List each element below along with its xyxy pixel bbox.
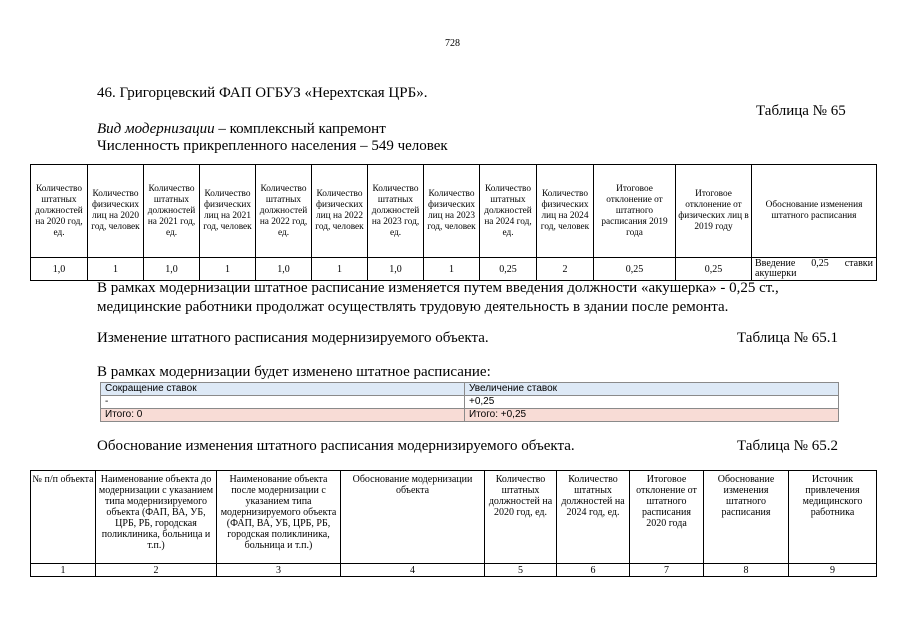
section-2-title: Изменение штатного расписания модернизируемого объекта. bbox=[97, 330, 489, 346]
header-cell: № п/п объекта bbox=[31, 471, 96, 564]
header-cell: Количество физических лиц на 2021 год, человек bbox=[200, 165, 256, 258]
header-cell: Сокращение ставок bbox=[101, 383, 465, 396]
header-cell: Наименование объекта после модернизации с указанием типа модернизируемого объекта (ФАП, ВА, УБ, ЦРБ, РБ, городская поликлиника, больница и т.п.) bbox=[217, 471, 341, 564]
section-2-intro: В рамках модернизации будет изменено штатное расписание: bbox=[97, 364, 491, 380]
population-line: Численность прикрепленного населения – 549 человек bbox=[97, 138, 448, 154]
table-row bbox=[101, 396, 839, 409]
header-cell: Обоснование модернизации объекта bbox=[341, 471, 485, 564]
header-cell: Увеличение ставок bbox=[465, 383, 839, 396]
column-number-row bbox=[31, 564, 877, 577]
header-cell: Наименование объекта до модернизации с указанием типа модернизируемого объекта (ФАП, ВА, УБ, ЦРБ, РБ, городская поликлиника, больница и т.п.) bbox=[96, 471, 217, 564]
table-cell: Введение 0,25 ставки акушерки bbox=[752, 258, 877, 281]
staffing-table-65 bbox=[30, 164, 877, 281]
table-65-2-number: Таблица № 65.2 bbox=[737, 438, 838, 454]
table-cell: 1 bbox=[200, 258, 256, 281]
table-cell: 1,0 bbox=[31, 258, 88, 281]
table-cell: 7 bbox=[630, 564, 704, 577]
table-cell: 1,0 bbox=[256, 258, 312, 281]
table-65-1-number: Таблица № 65.1 bbox=[737, 330, 838, 346]
header-cell: Итоговое отклонение от физических лиц в 2019 году bbox=[676, 165, 752, 258]
modernization-type bbox=[97, 121, 386, 138]
header-cell: Количество штатных должностей на 2023 год, ед. bbox=[368, 165, 424, 258]
header-cell: Количество физических лиц на 2022 год, человек bbox=[312, 165, 368, 258]
table-cell: +0,25 bbox=[465, 396, 839, 409]
table-header-row bbox=[31, 471, 877, 564]
header-cell: Количество штатных должностей на 2020 год, ед. bbox=[485, 471, 557, 564]
header-cell: Итоговое отклонение от штатного расписания 2020 года bbox=[630, 471, 704, 564]
table-cell: 5 bbox=[485, 564, 557, 577]
table-cell: 1,0 bbox=[144, 258, 200, 281]
header-cell: Обоснование изменения штатного расписания bbox=[704, 471, 789, 564]
table-row bbox=[31, 258, 877, 281]
section-3-title: Обоснование изменения штатного расписания модернизируемого объекта. bbox=[97, 438, 575, 454]
header-cell: Количество штатных должностей на 2024 год, ед. bbox=[557, 471, 630, 564]
header-cell: Количество физических лиц на 2024 год, человек bbox=[537, 165, 594, 258]
table-cell: 1 bbox=[31, 564, 96, 577]
table-cell: 1 bbox=[424, 258, 480, 281]
header-cell: Количество штатных должностей на 2022 год, ед. bbox=[256, 165, 312, 258]
table-header-row bbox=[101, 383, 839, 396]
table-cell: 1,0 bbox=[368, 258, 424, 281]
total-cell: Итого: +0,25 bbox=[465, 409, 839, 422]
page-number: 728 bbox=[445, 38, 460, 49]
table-cell: 2 bbox=[96, 564, 217, 577]
table-cell: 8 bbox=[704, 564, 789, 577]
header-cell: Количество штатных должностей на 2020 год, ед. bbox=[31, 165, 88, 258]
table-cell: - bbox=[101, 396, 465, 409]
table-cell: 4 bbox=[341, 564, 485, 577]
table-cell: 0,25 bbox=[594, 258, 676, 281]
rate-change-table bbox=[100, 382, 839, 422]
header-cell: Количество штатных должностей на 2021 год, ед. bbox=[144, 165, 200, 258]
justification-table bbox=[30, 470, 877, 577]
table-cell: 3 bbox=[217, 564, 341, 577]
total-row bbox=[101, 409, 839, 422]
table-cell: 0,25 bbox=[480, 258, 537, 281]
header-cell: Количество физических лиц на 2023 год, человек bbox=[424, 165, 480, 258]
header-cell: Количество физических лиц на 2020 год, человек bbox=[88, 165, 144, 258]
table-cell: 6 bbox=[557, 564, 630, 577]
header-cell: Итоговое отклонение от штатного расписания 2019 года bbox=[594, 165, 676, 258]
table-65-number: Таблица № 65 bbox=[756, 103, 846, 119]
modernization-paragraph: В рамках модернизации штатное расписание изменяется путем введения должности «акушерка» - 0,25 ст., медицинские работники продолжат осуществлять трудовую деятельность в здании после ремонта. bbox=[97, 280, 779, 315]
section-heading: 46. Григорцевский ФАП ОГБУЗ «Нерехтская ЦРБ». bbox=[97, 85, 428, 101]
table-cell: 0,25 bbox=[676, 258, 752, 281]
table-cell: 1 bbox=[88, 258, 144, 281]
table-cell: 2 bbox=[537, 258, 594, 281]
table-cell: 9 bbox=[789, 564, 877, 577]
modernization-type-value: – комплексный капремонт bbox=[214, 121, 386, 137]
header-cell: Источник привлечения медицинского работника bbox=[789, 471, 877, 564]
header-cell: Количество штатных должностей на 2024 год, ед. bbox=[480, 165, 537, 258]
table-header-row bbox=[31, 165, 877, 258]
modernization-type-label: Вид модернизации bbox=[97, 121, 215, 137]
header-cell: Обоснование изменения штатного расписания bbox=[752, 165, 877, 258]
total-cell: Итого: 0 bbox=[101, 409, 465, 422]
table-cell: 1 bbox=[312, 258, 368, 281]
